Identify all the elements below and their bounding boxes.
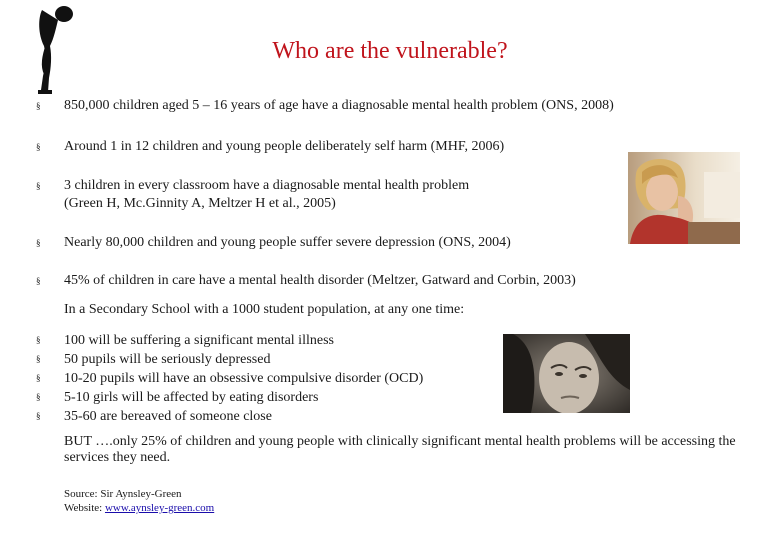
source-line: Source: Sir Aynsley-Green <box>64 488 182 500</box>
sad-child-photo <box>628 152 740 244</box>
bullet-marker: § <box>36 101 41 111</box>
website-link[interactable]: www.aynsley-green.com <box>104 502 215 514</box>
bullet-marker: § <box>36 238 41 248</box>
intro-text: In a Secondary School with a 1000 student population, at any one time: <box>64 302 465 317</box>
bullet-marker: § <box>36 142 41 152</box>
list-item-text: 100 will be suffering a significant mental illness <box>64 333 334 348</box>
closing-statement: BUT ….only 25% of children and young people with clinically significant mental health problems will be accessing the services they need. <box>64 434 736 465</box>
source-credit <box>64 487 214 515</box>
website-label: Website: <box>64 502 103 514</box>
bullet-marker: § <box>36 354 41 364</box>
bullet-text-line1: 3 children in every classroom have a diagnosable mental health problem <box>64 178 470 193</box>
bullet-marker: § <box>36 392 41 402</box>
bullet-marker: § <box>36 181 41 191</box>
bullet-marker: § <box>36 411 41 421</box>
list-item-text: 50 pupils will be seriously depressed <box>64 352 271 367</box>
website-line <box>64 501 214 515</box>
bullet-marker: § <box>36 373 41 383</box>
bullet-marker: § <box>36 276 41 286</box>
list-item-text: 5-10 girls will be affected by eating disorders <box>64 390 319 405</box>
slide-title: Who are the vulnerable? <box>272 38 508 64</box>
bullet-text <box>64 177 469 213</box>
bullet-text: Around 1 in 12 children and young people deliberately self harm (MHF, 2006) <box>64 139 505 154</box>
list-item-text: 10-20 pupils will have an obsessive compulsive disorder (OCD) <box>64 371 424 386</box>
bullet-text: 45% of children in care have a mental health disorder (Meltzer, Gatward and Corbin, 2003) <box>64 273 576 288</box>
list-item-text: 35-60 are bereaved of someone close <box>64 409 272 424</box>
sad-teen-photo <box>503 334 630 413</box>
bullet-marker: § <box>36 335 41 345</box>
bullet-text: Nearly 80,000 children and young people suffer severe depression (ONS, 2004) <box>64 235 511 250</box>
bullet-text: 850,000 children aged 5 – 16 years of age have a diagnosable mental health problem (ONS, 2008) <box>64 98 614 113</box>
bullet-text-line2: (Green H, Mc.Ginnity A, Meltzer H et al., 2005) <box>64 196 336 211</box>
